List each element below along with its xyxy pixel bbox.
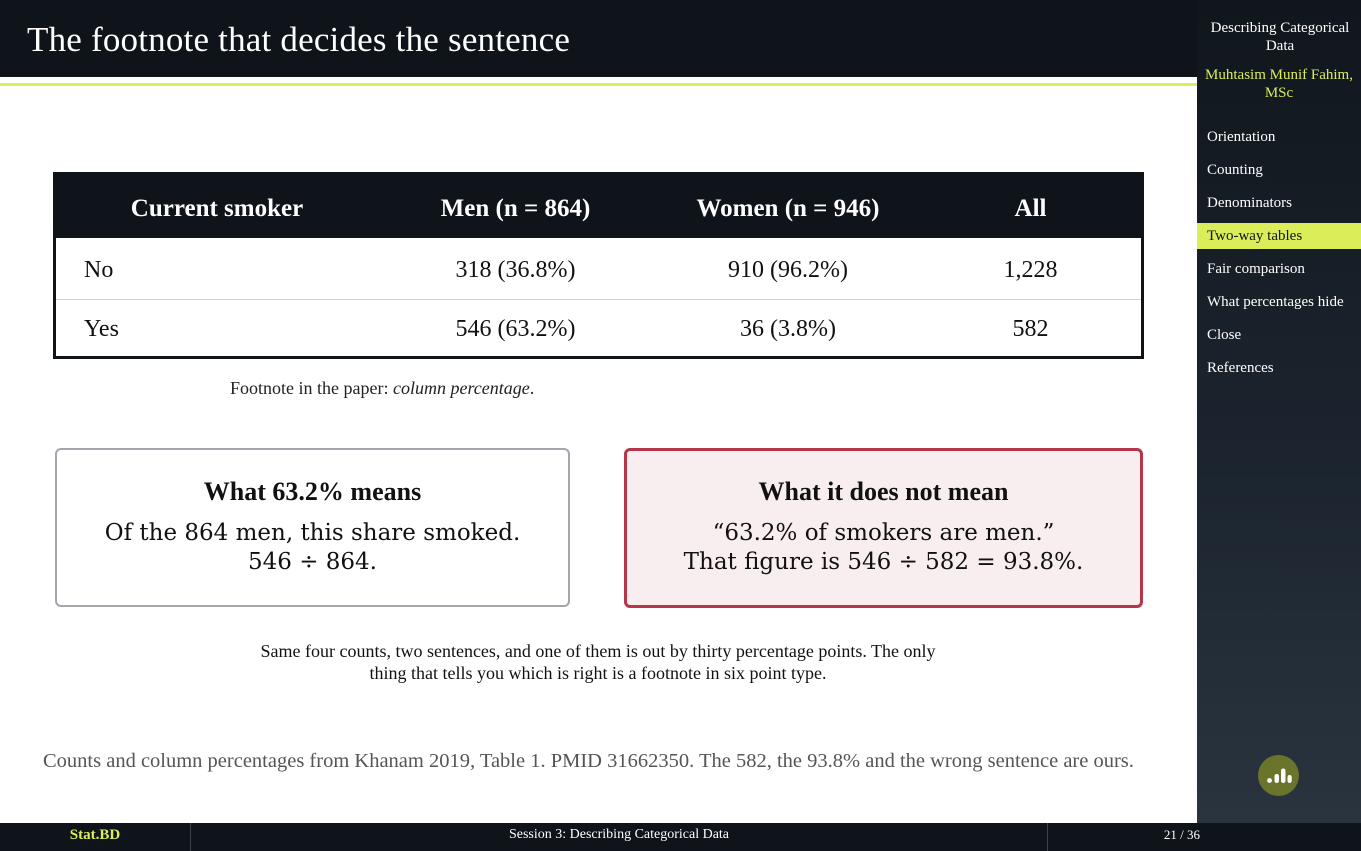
sidebar-item-counting[interactable]: Counting: [1207, 162, 1263, 178]
sidebar-item-what-percentages-hide[interactable]: What percentages hide: [1207, 294, 1344, 310]
sidebar-deck-title: Describing Categorical Data: [1210, 20, 1350, 54]
sidebar-item-orientation[interactable]: Orientation: [1207, 129, 1276, 145]
footer-page-number: 21 / 36: [1163, 827, 1200, 842]
sidebar-item-close[interactable]: Close: [1207, 327, 1242, 343]
footnote-suffix: .: [529, 378, 535, 398]
cell-women-no: 910 (96.2%): [728, 257, 848, 283]
table-footnote: [230, 378, 534, 399]
cell-all-no: 1,228: [1003, 257, 1058, 283]
sidebar: [1197, 0, 1361, 851]
meaning-card-title: What 63.2% means: [203, 477, 422, 506]
table-header-row: [56, 175, 1141, 238]
footnote-prefix: Footnote in the paper:: [230, 378, 389, 398]
footnote-emphasis: column percentage: [392, 378, 530, 398]
misinterpretation-card: [624, 448, 1143, 608]
misinterpretation-card-title: What it does not mean: [758, 477, 1009, 506]
footer-divider: [1047, 823, 1048, 851]
sidebar-author: Muhtasim Munif Fahim, MSc: [1205, 67, 1353, 101]
cell-men-yes: 546 (63.2%): [455, 316, 576, 342]
contingency-table: [53, 172, 1144, 359]
table-row: [56, 241, 1141, 300]
row-label-no: No: [84, 257, 114, 283]
cell-women-yes: 36 (3.8%): [740, 316, 836, 342]
sidebar-item-fair-comparison[interactable]: Fair comparison: [1207, 261, 1305, 277]
meaning-card: [55, 448, 570, 607]
slide-footer: [0, 823, 1361, 851]
accent-rule: [0, 83, 1197, 86]
sidebar-item-denominators[interactable]: Denominators: [1207, 195, 1292, 211]
source-note: Counts and column percentages from Khanam 2019, Table 1. PMID 31662350. The 582, the 93.8% and the wrong sentence are ours.: [43, 750, 1134, 772]
bar-chart-icon[interactable]: [1258, 755, 1299, 796]
misinterpretation-card-line-1: “63.2% of smokers are men.”: [712, 520, 1055, 546]
col-header-men: Men (n = 864): [440, 195, 591, 222]
sidebar-item-references[interactable]: References: [1207, 360, 1274, 376]
slide-title: The footnote that decides the sentence: [27, 20, 571, 59]
slide-header: [0, 0, 1197, 77]
misinterpretation-card-line-2: That figure is 546 ÷ 582 = 93.8%.: [683, 549, 1084, 575]
sidebar-item-two-way-tables[interactable]: Two-way tables: [1197, 223, 1361, 249]
footer-brand: Stat.BD: [69, 827, 121, 843]
meaning-card-line-1: Of the 864 men, this share smoked.: [104, 520, 521, 546]
col-header-all: All: [1014, 195, 1047, 222]
sidebar-nav: [1197, 124, 1361, 388]
meaning-card-line-2: 546 ÷ 864.: [247, 549, 377, 575]
col-header-current-smoker: Current smoker: [130, 195, 304, 222]
cell-men-no: 318 (36.8%): [455, 257, 576, 283]
cell-all-yes: 582: [1012, 316, 1049, 342]
row-label-yes: Yes: [84, 316, 119, 342]
col-header-women: Women (n = 946): [696, 195, 880, 222]
summary-text: Same four counts, two sentences, and one of them is out by thirty percentage points. The only thing that tells you which is right is a footnote in six point type.: [260, 641, 936, 683]
footer-session-title: Session 3: Describing Categorical Data: [508, 827, 730, 842]
table-row: [56, 300, 1141, 358]
bar-chart-glyph: [1258, 755, 1299, 796]
